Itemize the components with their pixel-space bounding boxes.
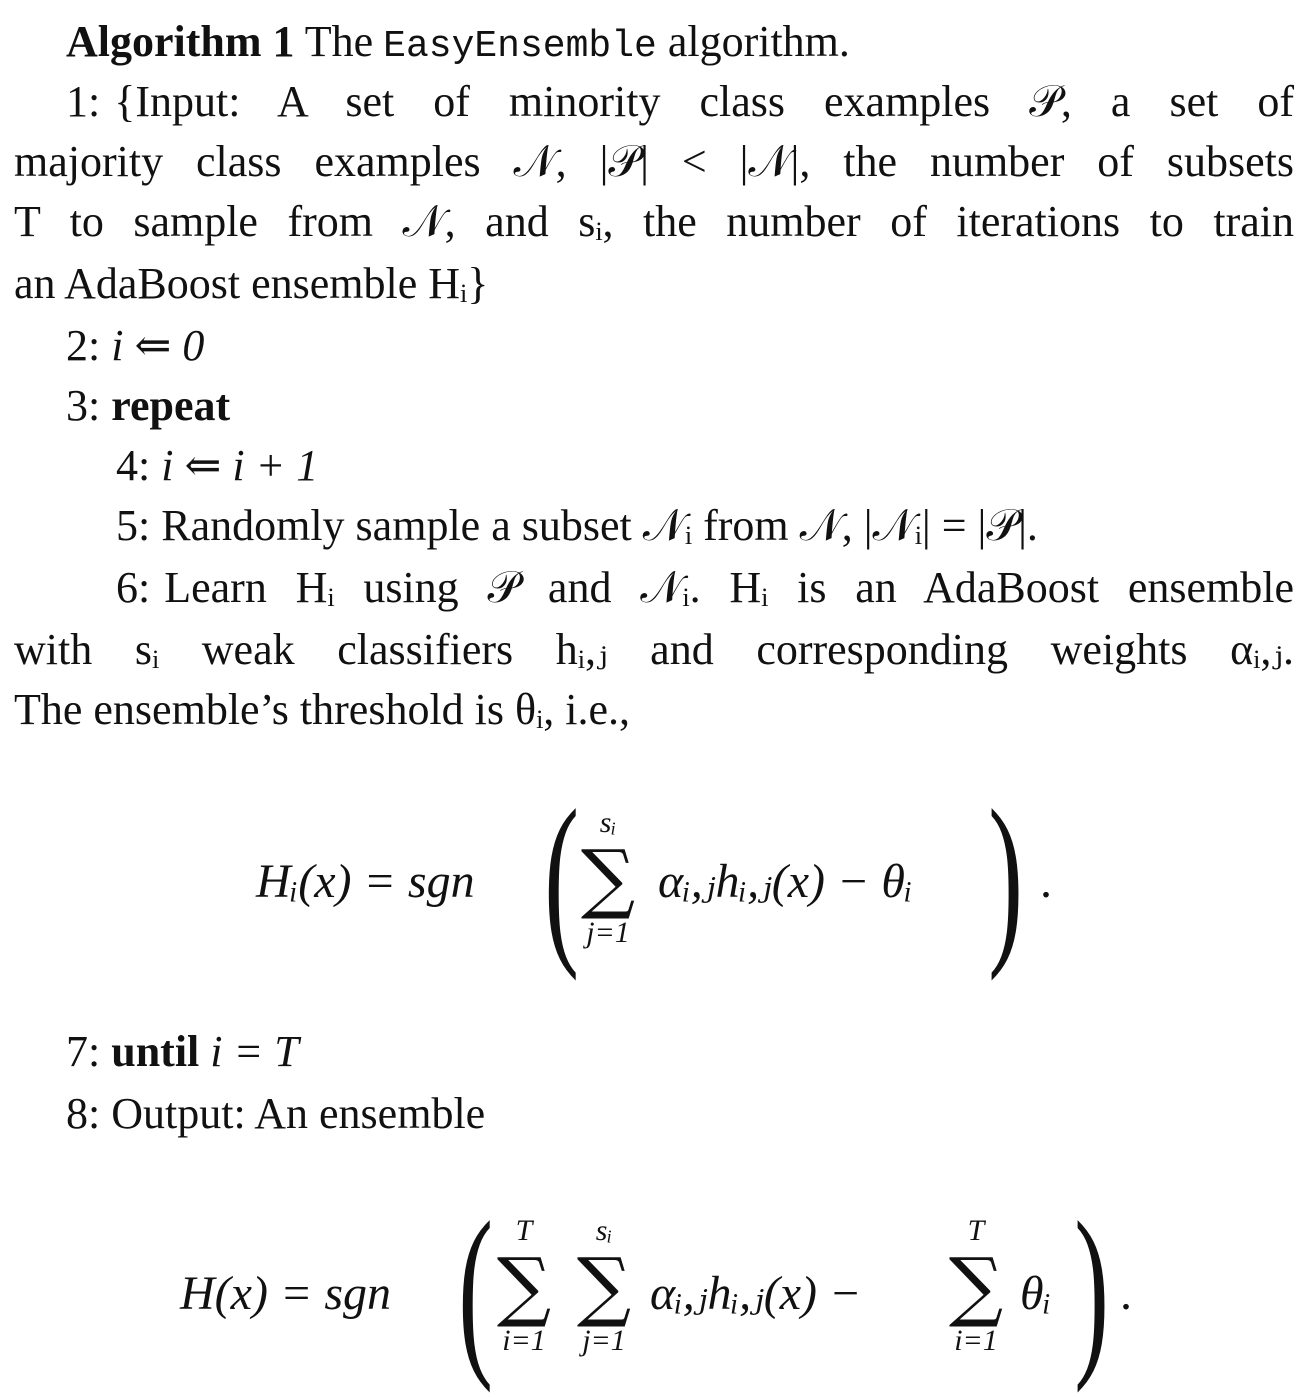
eq2-sum2-upper: sᵢ: [595, 1214, 613, 1247]
algorithm-name: EasyEnsemble: [383, 25, 657, 68]
eq1-sum: [566, 806, 650, 950]
step4-text: i ⇐ i + 1: [161, 441, 319, 490]
step1-line2: majority class examples 𝒩, |𝒫| < |𝒩|, the number of subsets: [14, 137, 1294, 186]
step3: [66, 380, 230, 432]
eq2-sum3-lower: i=1: [954, 1324, 998, 1357]
eq2-end: .: [1120, 1267, 1132, 1320]
eq1-body: αᵢ,ⱼhᵢ,ⱼ(x) − θᵢ: [658, 855, 913, 908]
step5: [116, 500, 1038, 552]
eq2-body: αᵢ,ⱼhᵢ,ⱼ(x) −: [650, 1267, 862, 1320]
step3-keyword: repeat: [111, 381, 231, 430]
step7-keyword: until: [111, 1027, 200, 1076]
eq2-sum2-lower: j=1: [582, 1324, 626, 1357]
step3-number: 3:: [66, 381, 101, 430]
caption-post: algorithm.: [667, 17, 850, 66]
step1-line1: [66, 76, 1294, 128]
sigma-symbol: ∑: [496, 1241, 552, 1330]
eq2-tail: θᵢ: [1020, 1267, 1052, 1320]
step6-number: 6:: [116, 563, 151, 612]
step2: [66, 320, 204, 372]
step8: [66, 1088, 485, 1140]
eq2-lhs: H(x) = sgn: [180, 1267, 392, 1320]
step8-number: 8:: [66, 1089, 101, 1138]
step5-text: Randomly sample a subset 𝒩ᵢ from 𝒩, |𝒩ᵢ| = |𝒫|.: [161, 501, 1038, 550]
eq1-lhs: Hᵢ(x) = sgn: [256, 855, 475, 908]
step6-line2: with sᵢ weak classifiers hᵢ,ⱼ and corresponding weights αᵢ,ⱼ.: [14, 625, 1294, 674]
algorithm-caption: [66, 16, 850, 73]
step1-line4: an AdaBoost ensemble Hᵢ}: [14, 259, 489, 308]
eq2-sum3-upper: T: [967, 1214, 985, 1247]
sigma-symbol: ∑: [576, 1241, 632, 1330]
step4-number: 4:: [116, 441, 151, 490]
step7: [66, 1026, 299, 1078]
step2-text: i ⇐ 0: [111, 321, 205, 370]
eq1-end: .: [1040, 855, 1052, 908]
eq2-right-paren: ): [1074, 1184, 1110, 1394]
caption-pre: The: [304, 17, 374, 66]
eq1-left-paren: (: [544, 772, 580, 982]
step1-text-1: {Input: A set of minority class examples 𝒫, a set of: [114, 77, 1294, 126]
step6-text-1: Learn Hᵢ using 𝒫 and 𝒩ᵢ. Hᵢ is an AdaBoost ensemble: [164, 563, 1294, 612]
step6-line3: The ensemble’s threshold is θᵢ, i.e.,: [14, 685, 631, 734]
step1-line3: T to sample from 𝒩, and sᵢ, the number of iterations to train: [14, 197, 1294, 246]
eq2-sum-i: [484, 1214, 564, 1358]
step1-number: 1:: [66, 77, 101, 126]
sigma-symbol: ∑: [580, 833, 636, 922]
step7-text: i = T: [210, 1027, 299, 1076]
step4: [116, 440, 318, 492]
step5-number: 5:: [116, 501, 151, 550]
step2-number: 2:: [66, 321, 101, 370]
step7-number: 7:: [66, 1027, 101, 1076]
eq1-right-paren: ): [988, 772, 1024, 982]
eq2-sum-theta: [936, 1214, 1016, 1358]
step8-text: Output: An ensemble: [111, 1089, 486, 1138]
step6-line1: [116, 562, 1294, 614]
eq2-sum-j: [564, 1214, 644, 1358]
eq1-sum-lower: j=1: [586, 916, 630, 949]
eq2-sum1-lower: i=1: [502, 1324, 546, 1357]
eq2-sum1-upper: T: [515, 1214, 533, 1247]
eq1-sum-upper: sᵢ: [599, 806, 617, 839]
sigma-symbol: ∑: [948, 1241, 1004, 1330]
algorithm-label: Algorithm 1: [66, 17, 295, 66]
eq2-left-paren: (: [458, 1184, 494, 1394]
